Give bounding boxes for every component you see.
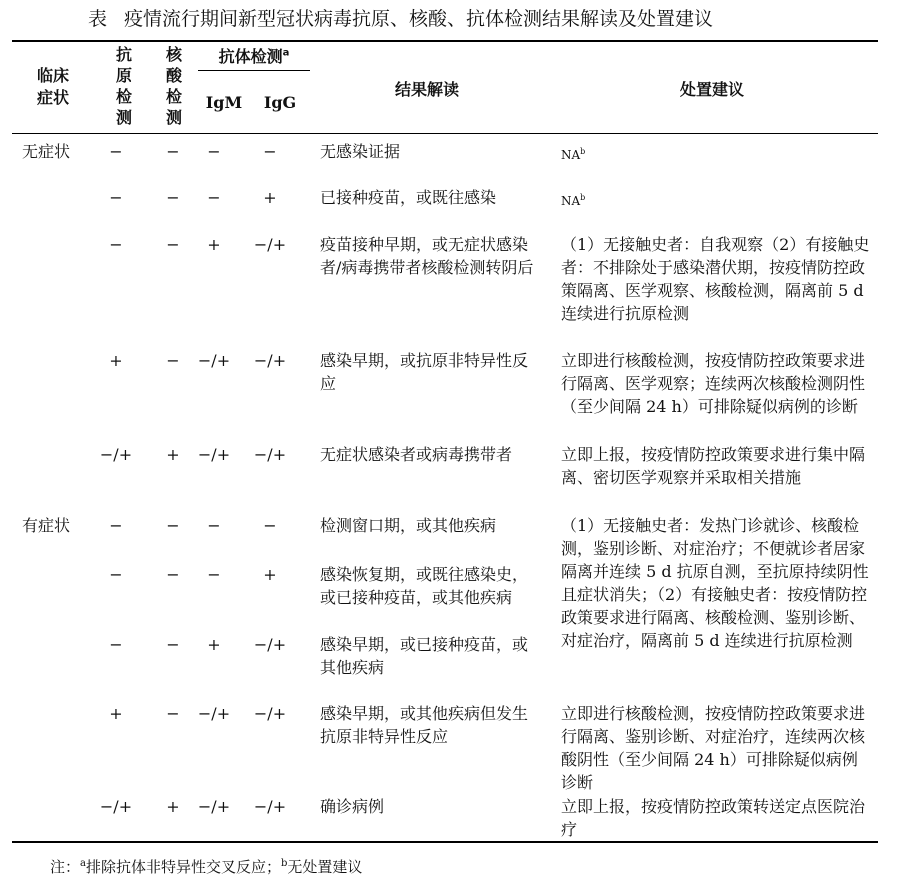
row-advice xyxy=(561,186,871,213)
row-igm: − xyxy=(207,142,221,161)
row-advice-footnote-mark: b xyxy=(580,147,586,156)
top-rule xyxy=(12,40,878,42)
row-igm: + xyxy=(207,635,221,654)
row-interpretation: 无感染证据 xyxy=(320,142,401,161)
antibody-group-rule xyxy=(198,70,310,71)
row-igg: − xyxy=(263,516,277,535)
row-igg: −/+ xyxy=(253,351,287,370)
row-igm: − xyxy=(207,516,221,535)
bottom-rule xyxy=(12,841,878,843)
row-nucleic: − xyxy=(166,516,180,535)
row-interpretation: 检测窗口期，或其他疾病 xyxy=(320,516,497,535)
header-advice: 处置建议 xyxy=(680,80,745,99)
row-igg: −/+ xyxy=(253,445,287,464)
footnote-a-mark: a xyxy=(80,858,86,869)
row-nucleic: − xyxy=(166,235,180,254)
row-advice xyxy=(561,140,871,167)
row-antigen: − xyxy=(109,635,123,654)
footnote-a-text: 排除抗体非特异性交叉反应； xyxy=(85,858,281,876)
row-clinical: 有症状 xyxy=(22,516,71,535)
table-caption: 疫情流行期间新型冠状病毒抗原、核酸、抗体检测结果解读及处置建议 xyxy=(124,8,714,30)
header-interpretation: 结果解读 xyxy=(395,80,460,99)
header-rule xyxy=(12,133,878,134)
header-antibody-footnote-mark: a xyxy=(282,47,290,59)
row-antigen: − xyxy=(109,142,123,161)
header-nucleic: 核酸检测 xyxy=(165,45,182,127)
row-igg: + xyxy=(263,565,277,584)
row-igm: −/+ xyxy=(197,445,231,464)
header-antibody xyxy=(198,44,310,67)
row-advice: （1）无接触史者：发热门诊就诊、核酸检测，鉴别诊断、对症治疗；不便就诊者居家隔离并连续 5 d 抗原自测，至抗原持续阴性且症状消失；（2）有接触史者：按疫情防控政策要求进行隔离、核酸检测、鉴别诊断、对症治疗，隔离前 5 d 连续进行抗原检测 xyxy=(561,516,869,650)
footnote-b-text: 无处置建议 xyxy=(287,858,363,876)
row-igm: −/+ xyxy=(197,704,231,723)
row-antigen: + xyxy=(109,704,123,723)
row-igg: − xyxy=(263,142,277,161)
row-interpretation: 疫苗接种早期，或无症状感染者/病毒携带者核酸检测转阴后 xyxy=(320,235,534,277)
row-interpretation: 感染早期，或已接种疫苗，或其他疾病 xyxy=(320,635,529,677)
row-advice: 立即上报，按疫情防控政策要求进行集中隔离、密切医学观察并采取相关措施 xyxy=(561,445,866,487)
footnote-b-mark: b xyxy=(281,858,288,869)
row-nucleic: − xyxy=(166,565,180,584)
row-advice-text: NA xyxy=(561,194,581,208)
row-advice: 立即进行核酸检测，按疫情防控政策要求进行隔离、医学观察；连续两次核酸检测阴性（至少间隔 24 h）可排除疑似病例的诊断 xyxy=(561,351,866,416)
row-igg: −/+ xyxy=(253,635,287,654)
row-interpretation: 感染恢复期，或既往感染史，或已接种疫苗，或其他疾病 xyxy=(320,565,529,607)
row-igm: − xyxy=(207,188,221,207)
row-igm: −/+ xyxy=(197,351,231,370)
row-nucleic: − xyxy=(166,188,180,207)
row-igm: −/+ xyxy=(197,797,231,816)
row-nucleic: − xyxy=(166,142,180,161)
header-igm: IgM xyxy=(205,93,243,112)
row-igg: + xyxy=(263,188,277,207)
row-antigen: − xyxy=(109,235,123,254)
header-clinical: 临床症状 xyxy=(37,66,70,107)
row-interpretation: 无症状感染者或病毒携带者 xyxy=(320,445,513,464)
row-antigen: − xyxy=(109,565,123,584)
row-advice-footnote-mark: b xyxy=(580,193,586,202)
header-antibody-label: 抗体检测 xyxy=(218,47,283,66)
row-igm: + xyxy=(207,235,221,254)
table-footnote xyxy=(50,856,362,877)
row-antigen: − xyxy=(109,516,123,535)
row-antigen: −/+ xyxy=(99,445,133,464)
row-interpretation: 感染早期，或其他疾病但发生抗原非特异性反应 xyxy=(320,704,529,746)
row-interpretation: 感染早期，或抗原非特异性反应 xyxy=(320,351,529,393)
row-interpretation: 已接种疫苗，或既往感染 xyxy=(320,188,497,207)
row-nucleic: + xyxy=(166,797,180,816)
row-advice: （1）无接触史者：自我观察（2）有接触史者：不排除处于感染潜伏期，按疫情防控政策隔离、医学观察、核酸检测，隔离前 5 d 连续进行抗原检测 xyxy=(561,235,870,323)
row-interpretation: 确诊病例 xyxy=(320,797,385,816)
row-advice: 立即上报，按疫情防控政策转送定点医院治疗 xyxy=(561,797,866,839)
footnote-prefix: 注： xyxy=(50,858,81,876)
row-antigen: + xyxy=(109,351,123,370)
row-advice: 立即进行核酸检测，按疫情防控政策要求进行隔离、鉴别诊断、对症治疗，连续两次核酸阴性（至少间隔 24 h）可排除疑似病例诊断 xyxy=(561,704,866,792)
header-antigen: 抗原检测 xyxy=(115,45,132,127)
row-clinical: 无症状 xyxy=(22,142,71,161)
header-igg: IgG xyxy=(263,93,297,112)
row-igg: −/+ xyxy=(253,797,287,816)
row-nucleic: − xyxy=(166,704,180,723)
table-label: 表 xyxy=(88,8,108,30)
row-antigen: − xyxy=(109,188,123,207)
row-igg: −/+ xyxy=(253,235,287,254)
row-igg: −/+ xyxy=(253,704,287,723)
row-antigen: −/+ xyxy=(99,797,133,816)
row-advice-text: NA xyxy=(561,148,581,162)
row-nucleic: − xyxy=(166,351,180,370)
row-igm: − xyxy=(207,565,221,584)
row-nucleic: + xyxy=(166,445,180,464)
row-nucleic: − xyxy=(166,635,180,654)
